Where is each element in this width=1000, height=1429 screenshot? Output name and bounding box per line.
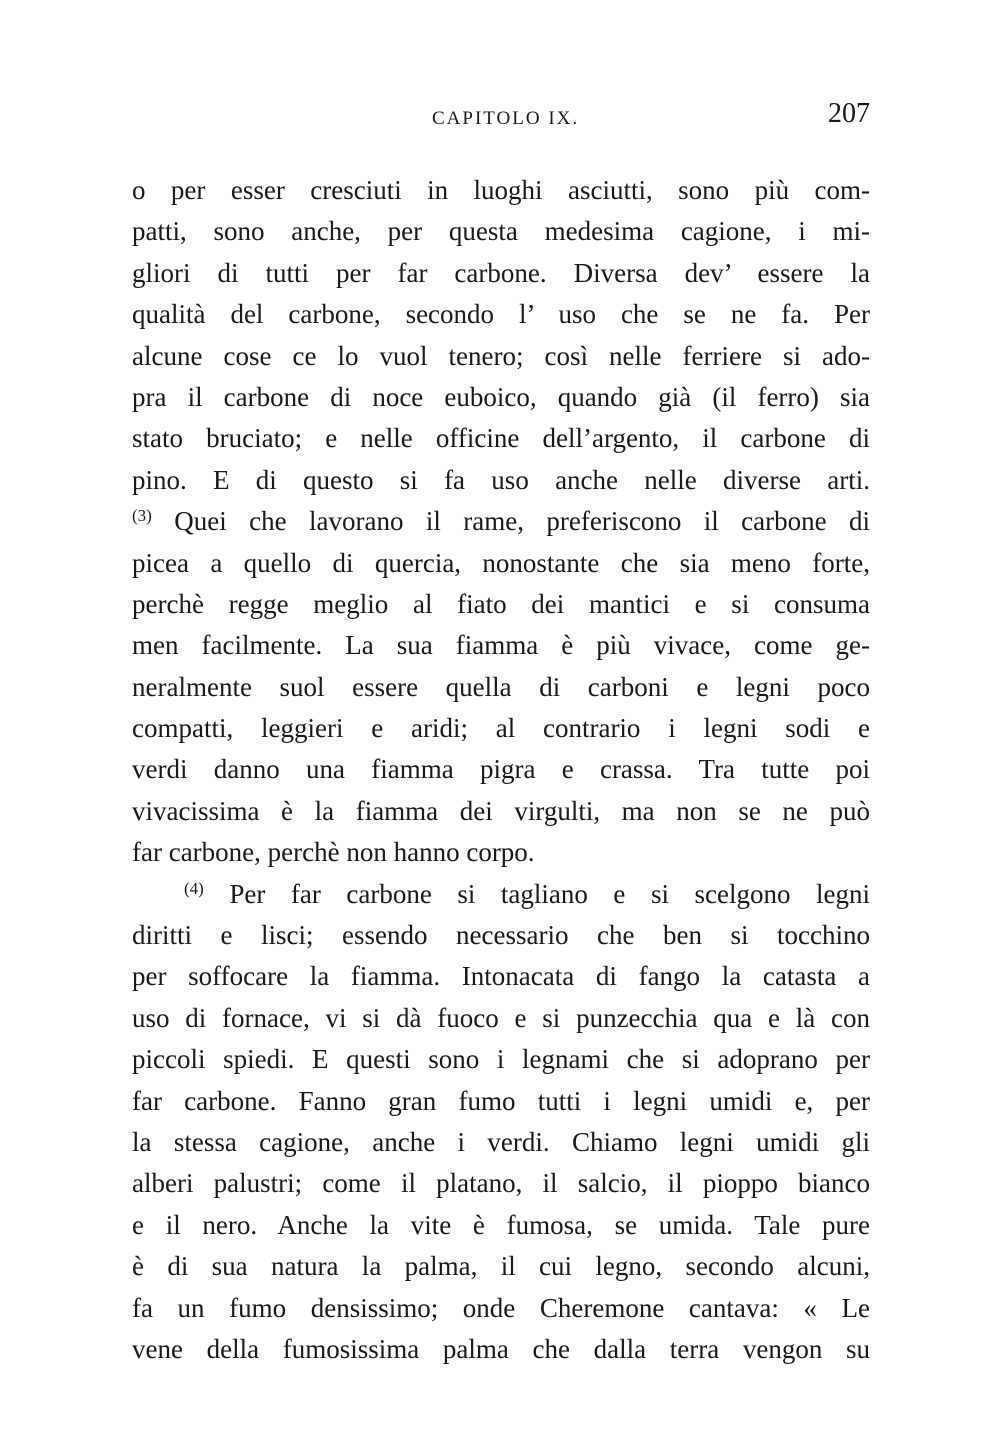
text-line: diritti e lisci; essendo necessario che ben si tocchino [132, 920, 870, 951]
text-line: neralmente suol essere quella di carboni e legni poco [132, 671, 870, 702]
text-line: fa un fumo densissimo; onde Cheremone cantava: « Le [132, 1292, 870, 1323]
text-line: pino. E di questo si fa uso anche nelle diverse arti. [132, 464, 870, 495]
text-line: piccoli spiedi. E questi sono i legnami che si adoprano per [132, 1044, 870, 1075]
text-line: qualità del carbone, secondo l’ uso che se ne fa. Per [132, 299, 870, 330]
text-line: compatti, leggieri e aridi; al contrario i legni sodi e [132, 713, 870, 744]
paragraph-1 [132, 170, 870, 501]
text-line: gliori di tutti per far carbone. Diversa dev’ essere la [132, 257, 870, 288]
text-line: uso di fornace, vi si dà fuoco e si punzecchia qua e là con [132, 1002, 870, 1033]
text-line-content: Per far carbone si tagliano e si scelgono legni [203, 878, 870, 909]
text-line: e il nero. Anche la vite è fumosa, se umida. Tale pure [132, 1209, 870, 1240]
text-line [132, 874, 870, 915]
text-line: pra il carbone di noce euboico, quando già (il ferro) sia [132, 381, 870, 412]
text-line: alberi palustri; come il platano, il salcio, il pioppo bianco [132, 1168, 870, 1199]
text-line: far carbone, perchè non hanno corpo. [132, 837, 535, 868]
text-line: perchè regge meglio al fiato dei mantici e si consuma [132, 588, 870, 619]
text-line: vene della fumosissima palma che dalla terra vengon su [132, 1333, 870, 1364]
text-line [132, 501, 870, 542]
text-line: la stessa cagione, anche i verdi. Chiamo legni umidi gli [132, 1126, 870, 1157]
running-title: CAPITOLO IX. [432, 108, 580, 129]
text-line: per soffocare la fiamma. Intonacata di fango la catasta a [132, 961, 870, 992]
text-line: stato bruciato; e nelle officine dell’argento, il carbone di [132, 423, 870, 454]
text-line: picea a quello di quercia, nonostante che sia meno forte, [132, 547, 870, 578]
paragraph-2 [132, 501, 870, 874]
body-text [132, 170, 870, 1370]
paragraph-3 [132, 874, 870, 1371]
page-number: 207 [828, 98, 870, 129]
footnote-marker: (3) [132, 506, 152, 526]
text-line: o per esser cresciuti in luoghi asciutti, sono più com- [132, 175, 870, 205]
footnote-marker: (4) [184, 878, 204, 898]
text-line: è di sua natura la palma, il cui legno, secondo alcuni, [132, 1251, 870, 1282]
text-line: men facilmente. La sua fiamma è più vivace, come ge- [132, 630, 870, 661]
text-line: patti, sono anche, per questa medesima cagione, i mi- [132, 216, 870, 247]
text-line: verdi danno una fiamma pigra e crassa. Tra tutte poi [132, 754, 870, 785]
text-line-content: Quei che lavorano il rame, preferiscono il carbone di [151, 506, 870, 537]
text-line: alcune cose ce lo vuol tenero; così nelle ferriere si ado- [132, 340, 870, 371]
page-header [132, 98, 870, 138]
text-line: far carbone. Fanno gran fumo tutti i legni umidi e, per [132, 1085, 870, 1116]
text-line: vivacissima è la fiamma dei virgulti, ma non se ne può [132, 795, 870, 826]
